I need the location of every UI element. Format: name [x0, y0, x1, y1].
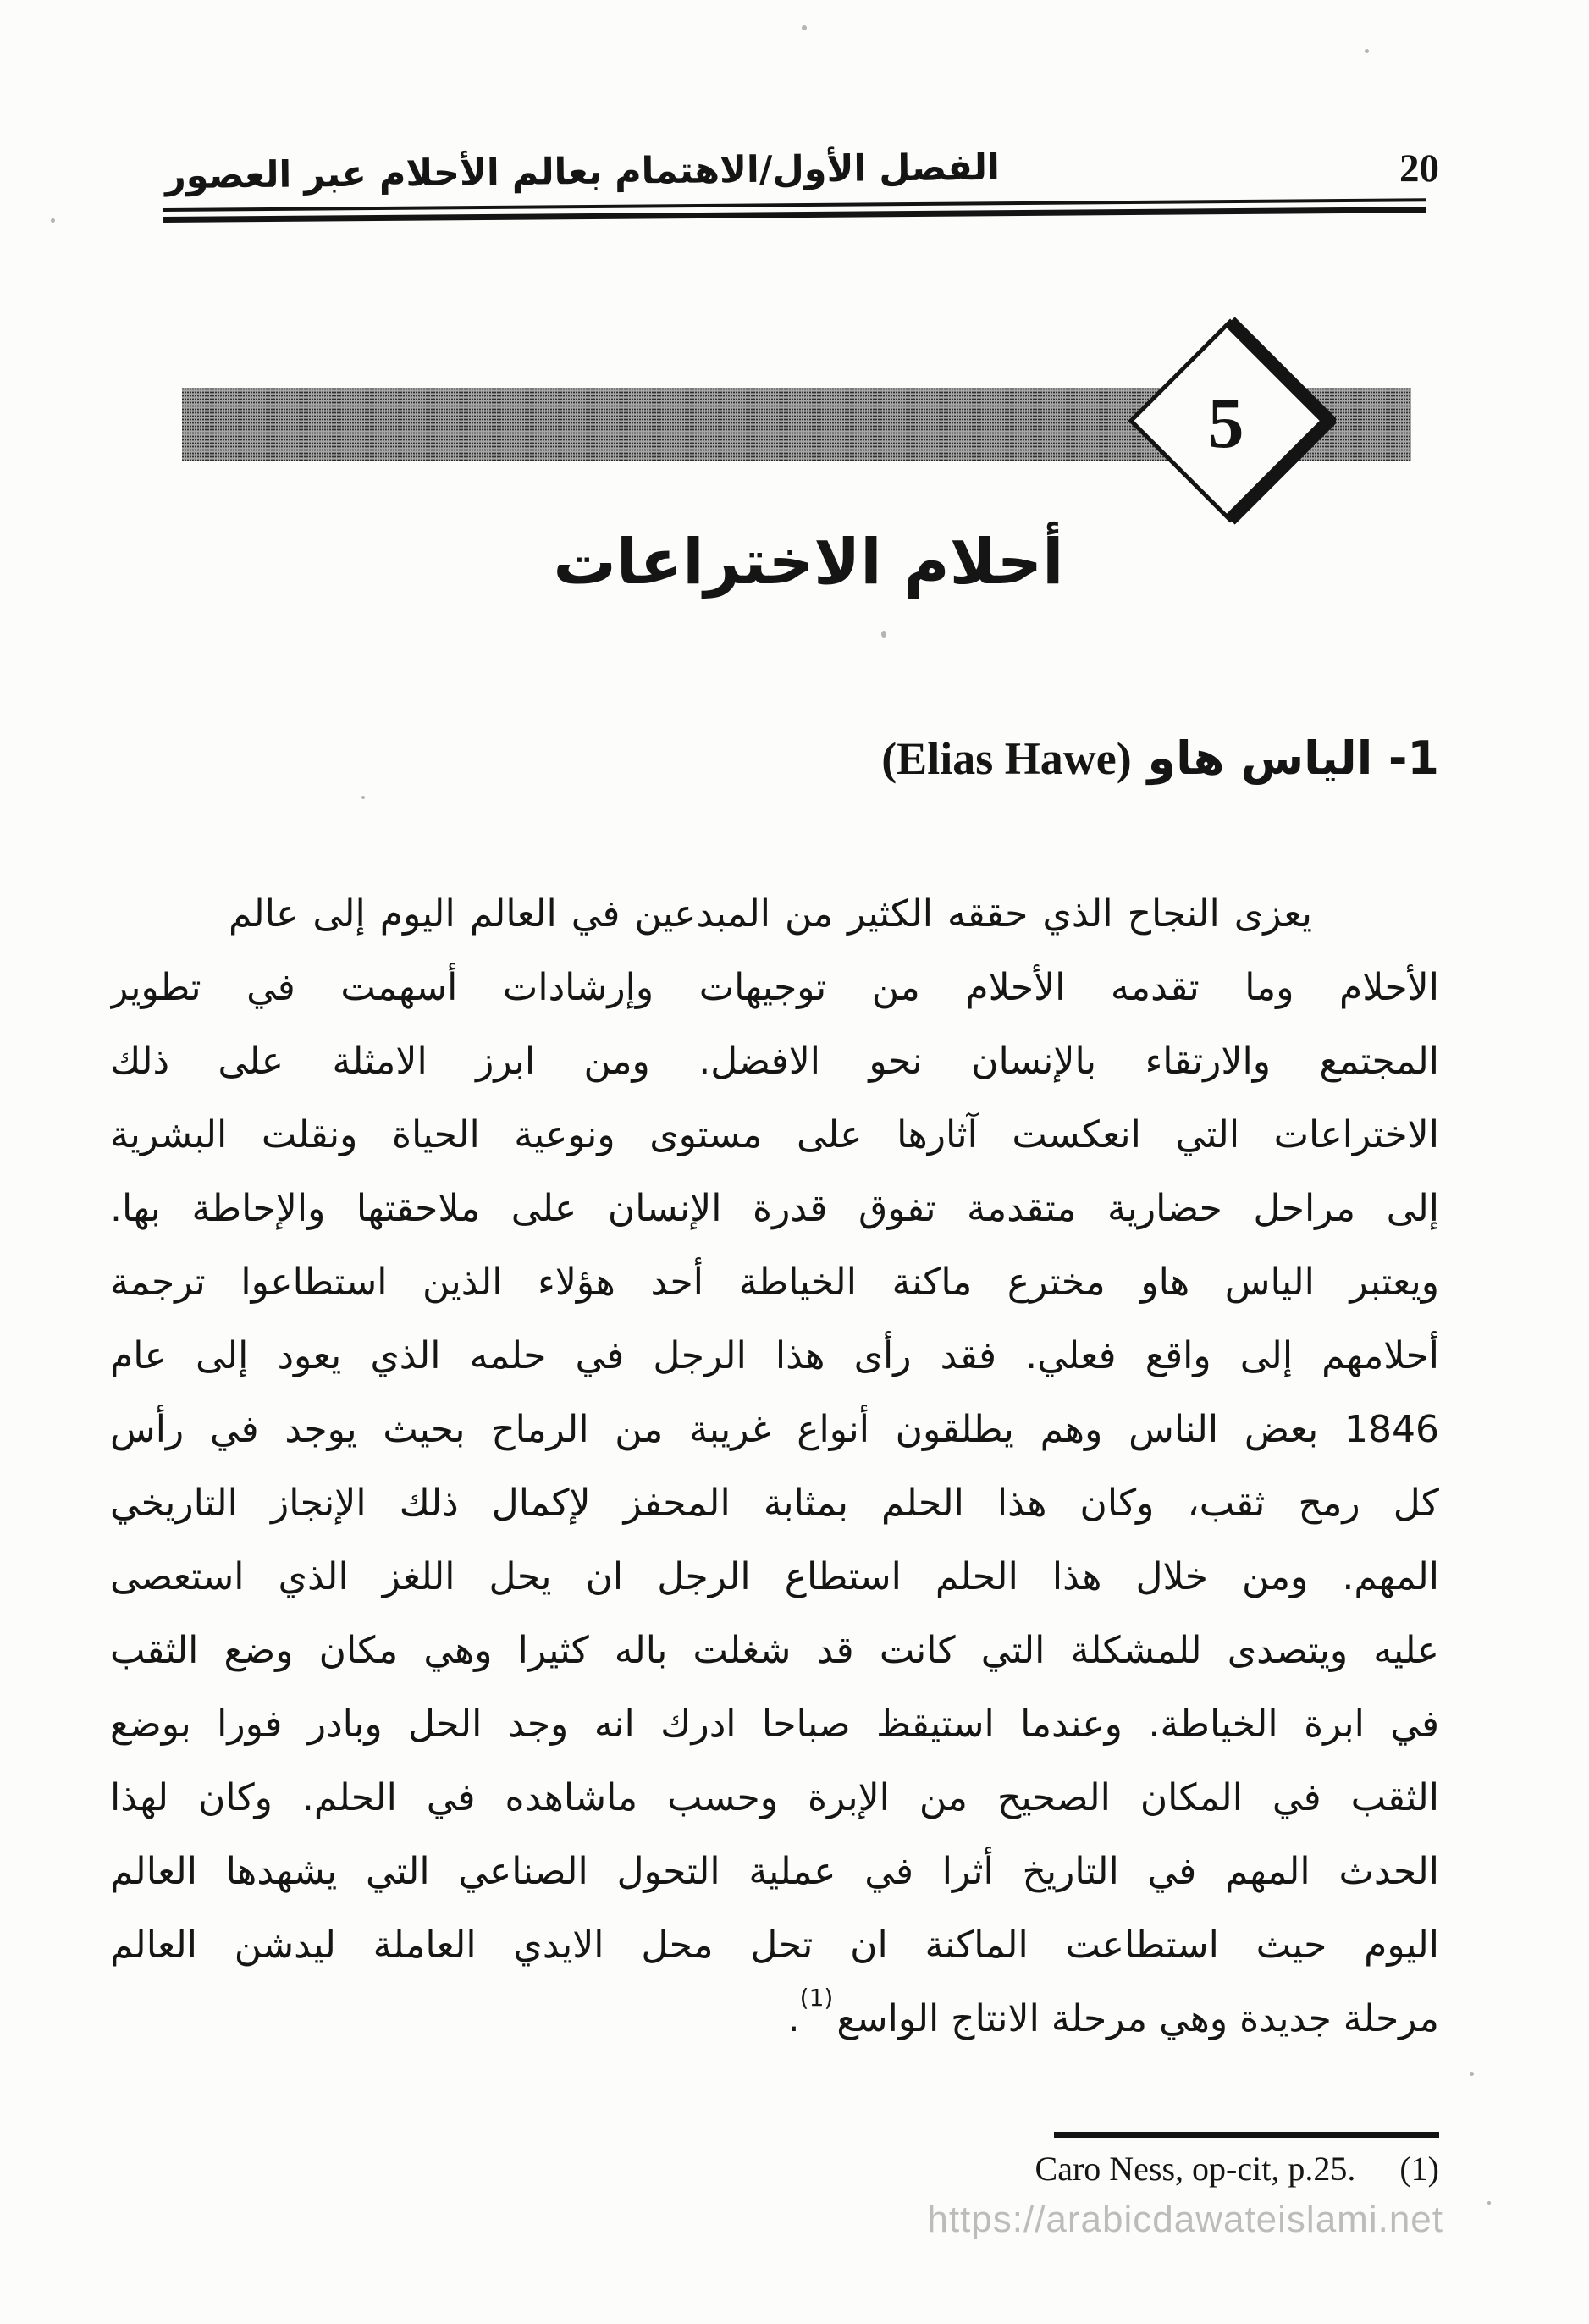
section-heading-arabic: 1- الياس هاو: [1147, 731, 1439, 785]
chapter-number-diamond-icon: [1124, 315, 1336, 527]
page-header: [164, 146, 1439, 198]
body-line: الاختراعات التي انعكست آثارها على مستوى ونوعية الحياة ونقلت البشرية: [110, 1113, 1439, 1156]
body-last-line-text: مرحلة جديدة وهي مرحلة الانتاج الواسع: [836, 1997, 1439, 2040]
body-line: في ابرة الخياطة. وعندما استيقظ صباحا ادرك انه وجد الحل وبادر فورا بوضع: [110, 1703, 1439, 1746]
scan-speck: [881, 631, 886, 638]
footnote: [1035, 2149, 1439, 2189]
section-heading-latin: (Elias Hawe): [881, 733, 1132, 784]
body-line: الأحلام وما تقدمه الأحلام من توجيهات وإرشادات أسهمت في تطوير: [110, 966, 1439, 1009]
watermark-url: https://arabicdawateislami.net: [927, 2199, 1443, 2240]
footnote-marker: (1): [1399, 2150, 1439, 2188]
page-number: 20: [1399, 146, 1439, 190]
running-head-title: الفصل الأول/الاهتمام بعالم الأحلام عبر العصور: [164, 146, 1001, 198]
body-line: يعزى النجاح الذي حققه الكثير من المبدعين في العالم اليوم إلى عالم: [229, 892, 1312, 936]
scan-speck: [1487, 2201, 1491, 2205]
body-line: 1846 بعض الناس وهم يطلقون أنواع غريبة من الرماح بحيث يوجد في رأس: [110, 1408, 1439, 1451]
body-line: عليه ويتصدى للمشكلة التي كانت قد شغلت باله كثيرا وهي مكان وضع الثقب: [110, 1629, 1439, 1672]
footnote-text: Caro Ness, op-cit, p.25.: [1035, 2150, 1356, 2188]
body-last-line: [110, 1982, 1439, 2056]
body-line: إلى مراحل حضارية متقدمة تفوق قدرة الإنسان على ملاحقتها والإحاطة بها.: [110, 1187, 1439, 1230]
scan-speck: [1365, 49, 1369, 53]
section-heading: [110, 731, 1439, 787]
body-line: أحلامهم إلى واقع فعلي. فقد رأى هذا الرجل في حلمه الذي يعود إلى عام: [110, 1334, 1439, 1377]
chapter-number: 5: [1207, 382, 1244, 463]
body-line: المجتمع والارتقاء بالإنسان نحو الافضل. ومن ابرز الامثلة على ذلك: [110, 1040, 1439, 1083]
body-line: اليوم حيث استطاعت الماكنة ان تحل محل الايدي العاملة ليدشن العالم: [110, 1924, 1439, 1967]
sentence-period: .: [787, 1997, 800, 2040]
body-paragraph: [110, 877, 1439, 2056]
scan-speck: [802, 25, 807, 30]
footnote-separator-rule: [1054, 2132, 1439, 2138]
scan-speck: [51, 218, 55, 223]
scan-speck: [361, 796, 365, 799]
body-line: الحدث المهم في التاريخ أثرا في عملية التحول الصناعي التي يشهدها العالم: [110, 1850, 1439, 1893]
body-line: الثقب في المكان الصحيح من الإبرة وحسب ماشاهده في الحلم. وكان لهذا: [110, 1776, 1439, 1819]
body-line: كل رمح ثقب، وكان هذا الحلم بمثابة المحفز لإكمال ذلك الإنجاز التاريخي: [110, 1482, 1439, 1525]
footnote-reference-superscript: (1): [799, 1984, 834, 2012]
header-rule: [163, 198, 1426, 223]
scan-speck: [1470, 2072, 1474, 2076]
body-line: المهم. ومن خلال هذا الحلم استطاع الرجل ان يحل اللغز الذي استعصى: [110, 1555, 1439, 1598]
chapter-title: أحلام الاختراعات: [553, 526, 1064, 599]
body-line: ويعتبر الياس هاو مخترع ماكنة الخياطة أحد هؤلاء الذين استطاعوا ترجمة: [110, 1261, 1439, 1304]
